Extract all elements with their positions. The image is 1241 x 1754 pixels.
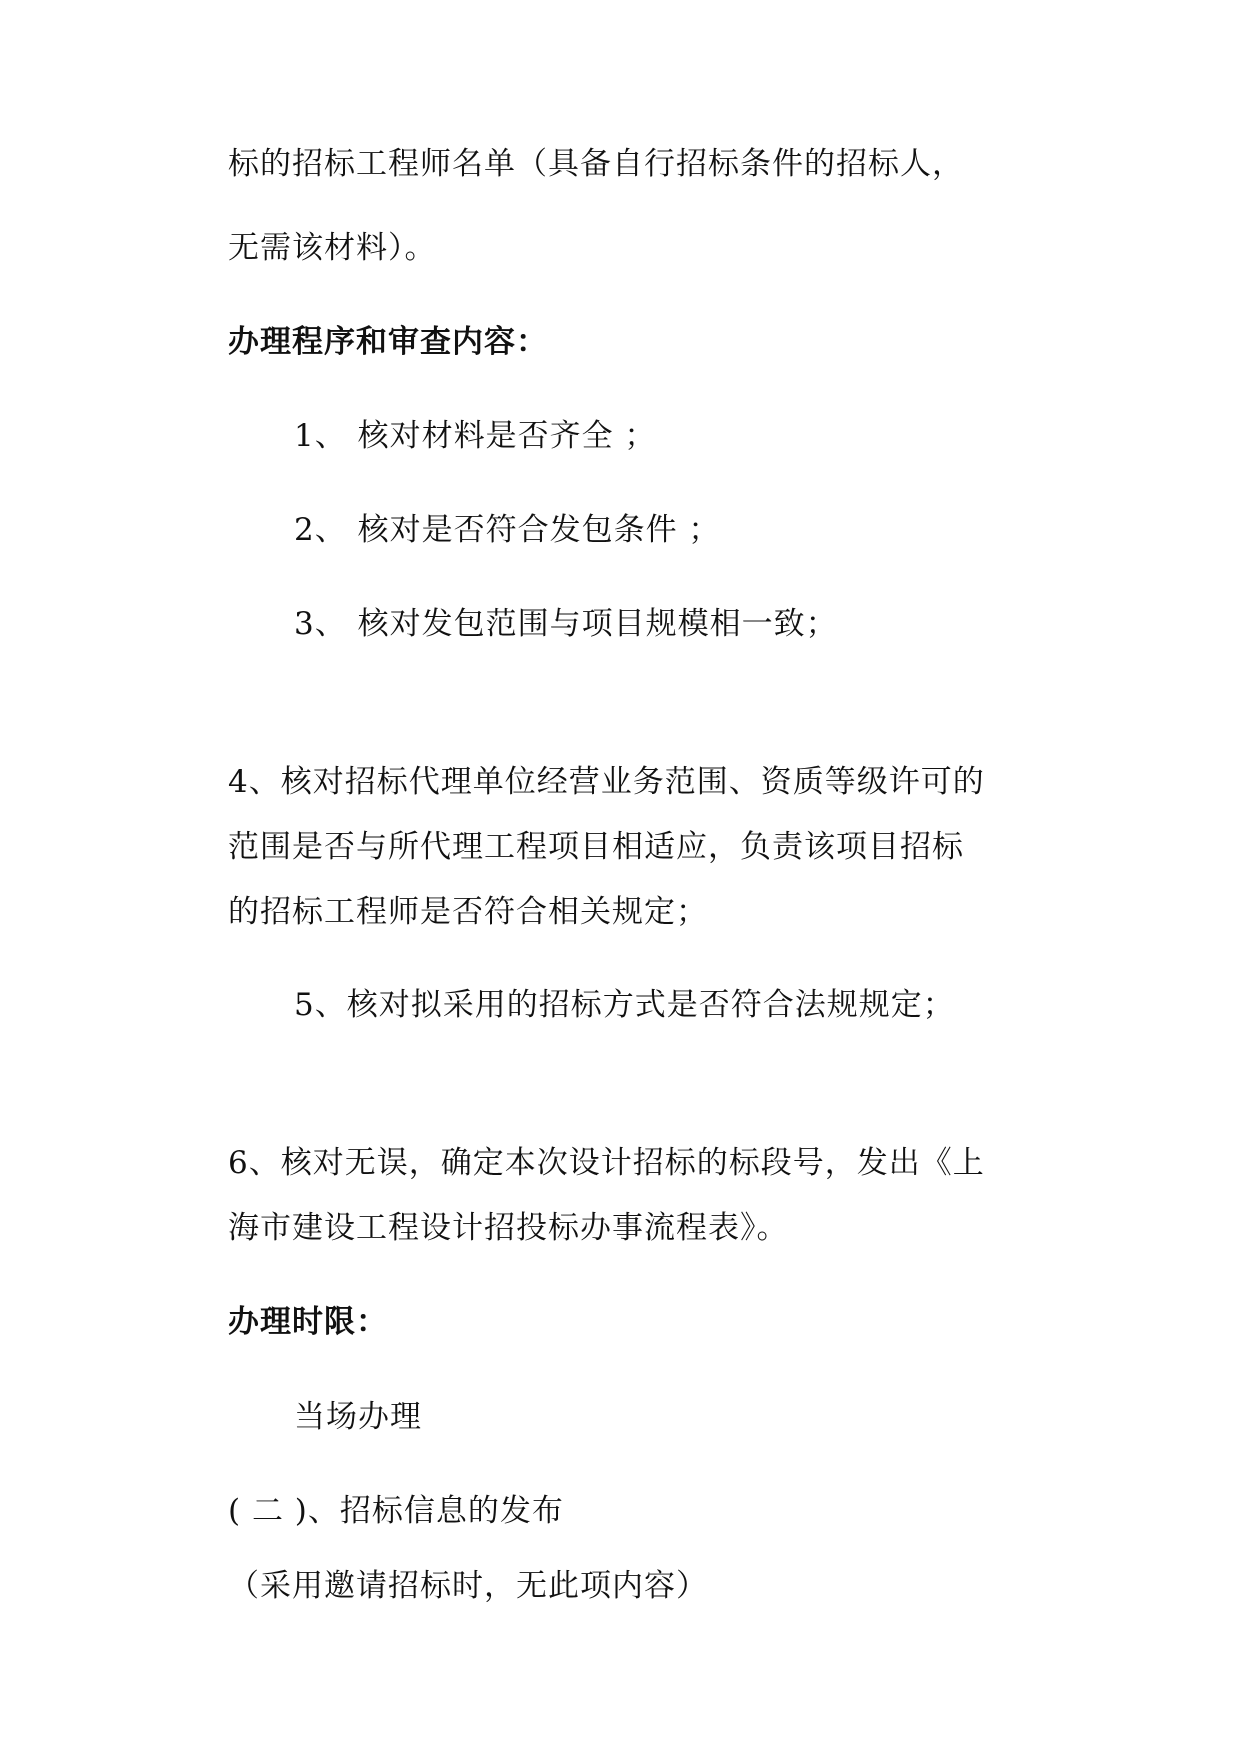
step-5: 5、核对拟采用的招标方式是否符合法规规定；: [294, 987, 955, 1023]
step-4-line-1: 4、核对招标代理单位经营业务范围、资质等级许可的: [228, 764, 985, 800]
intro-line-2: 无需该材料）。: [228, 230, 437, 266]
step-6-line-1: 6、核对无误，确定本次设计招标的标段号，发出《上: [228, 1145, 985, 1181]
step-6-line-2: 海市建设工程设计招投标办事流程表》。: [228, 1210, 789, 1246]
step-1: 1、 核对材料是否齐全 ；: [294, 418, 657, 454]
time-limit-value: 当场办理: [294, 1399, 422, 1435]
procedure-heading: 办理程序和审查内容：: [228, 324, 548, 360]
time-limit-heading: 办理时限：: [228, 1304, 388, 1340]
step-2: 2、 核对是否符合发包条件 ；: [294, 512, 721, 548]
step-3: 3、 核对发包范围与项目规模相一致；: [294, 606, 838, 642]
section-two-title: ( 二 )、招标信息的发布: [228, 1493, 564, 1529]
section-two-note: （采用邀请招标时，无此项内容）: [228, 1568, 708, 1604]
step-4-line-2: 范围是否与所代理工程项目相适应，负责该项目招标: [228, 829, 964, 865]
step-4-line-3: 的招标工程师是否符合相关规定；: [228, 894, 708, 930]
intro-line-1: 标的招标工程师名单（具备自行招标条件的招标人，: [228, 146, 964, 182]
